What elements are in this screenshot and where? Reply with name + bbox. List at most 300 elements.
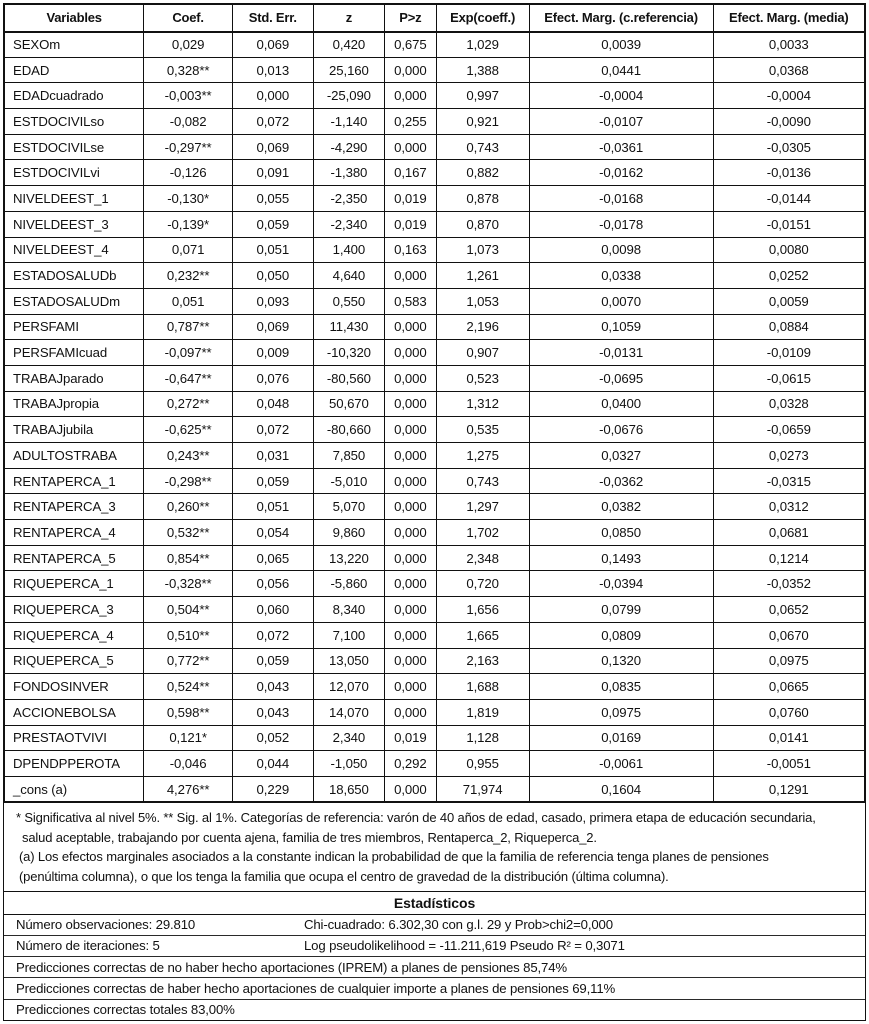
value-cell: 0,0670 — [713, 622, 864, 648]
table-row — [5, 109, 865, 135]
table-row — [5, 776, 865, 802]
stat-text: Predicciones correctas de haber hecho aportaciones de cualquier importe a planes de pensiones 69,11% — [16, 981, 616, 997]
value-cell: -0,0659 — [713, 417, 864, 443]
table-row — [5, 699, 865, 725]
results-table — [4, 4, 865, 803]
value-cell: 0,060 — [232, 597, 313, 623]
value-cell: 0,0681 — [713, 520, 864, 546]
value-cell: 0,167 — [385, 160, 437, 186]
value-cell: 0,059 — [232, 211, 313, 237]
value-cell: -2,350 — [313, 186, 384, 212]
value-cell: 9,860 — [313, 520, 384, 546]
value-cell: -4,290 — [313, 134, 384, 160]
stat-text: Predicciones correctas de no haber hecho aportaciones (IPREM) a planes de pensiones 85,74% — [16, 959, 567, 975]
value-cell: 0,882 — [436, 160, 529, 186]
variable-name: RIQUEPERCA_1 — [5, 571, 144, 597]
value-cell: 0,019 — [385, 211, 437, 237]
variable-name: FONDOSINVER — [5, 674, 144, 700]
stats-row — [4, 956, 865, 977]
value-cell: 0,255 — [385, 109, 437, 135]
value-cell: 0,071 — [144, 237, 233, 263]
value-cell: 0,000 — [385, 674, 437, 700]
value-cell: 0,000 — [385, 648, 437, 674]
value-cell: 0,0059 — [713, 288, 864, 314]
value-cell: -0,0151 — [713, 211, 864, 237]
value-cell: 0,292 — [385, 751, 437, 777]
value-cell: 0,955 — [436, 751, 529, 777]
stats-row — [4, 915, 865, 935]
value-cell: 0,0884 — [713, 314, 864, 340]
value-cell: 1,275 — [436, 443, 529, 469]
value-cell: 0,0400 — [529, 391, 713, 417]
variable-name: _cons (a) — [5, 776, 144, 802]
table-row — [5, 160, 865, 186]
value-cell: 0,072 — [232, 109, 313, 135]
value-cell: 0,0760 — [713, 699, 864, 725]
footnote-line: (a) Los efectos marginales asociados a la constante indican la probabilidad de que la familia de referencia tenga planes de pensiones — [19, 849, 769, 865]
value-cell: 0,0327 — [529, 443, 713, 469]
column-header: P>z — [385, 5, 437, 32]
column-header: Variables — [5, 5, 144, 32]
value-cell: -0,0315 — [713, 468, 864, 494]
value-cell: 0,907 — [436, 340, 529, 366]
value-cell: -0,0615 — [713, 365, 864, 391]
column-header: z — [313, 5, 384, 32]
variable-name: ESTDOCIVILso — [5, 109, 144, 135]
value-cell: 0,0850 — [529, 520, 713, 546]
value-cell: 0,000 — [385, 391, 437, 417]
table-header — [5, 5, 865, 32]
value-cell: 0,069 — [232, 32, 313, 58]
value-cell: 1,819 — [436, 699, 529, 725]
value-cell: 0,0273 — [713, 443, 864, 469]
value-cell: 0,878 — [436, 186, 529, 212]
value-cell: -0,0107 — [529, 109, 713, 135]
table-row — [5, 443, 865, 469]
value-cell: -0,0051 — [713, 751, 864, 777]
value-cell: 0,1493 — [529, 545, 713, 571]
value-cell: -0,0061 — [529, 751, 713, 777]
table-row — [5, 417, 865, 443]
value-cell: -0,0168 — [529, 186, 713, 212]
table-row — [5, 597, 865, 623]
value-cell: 0,524** — [144, 674, 233, 700]
value-cell: 2,163 — [436, 648, 529, 674]
value-cell: -25,090 — [313, 83, 384, 109]
value-cell: 0,059 — [232, 648, 313, 674]
variable-name: ESTADOSALUDb — [5, 263, 144, 289]
value-cell: 0,720 — [436, 571, 529, 597]
table-row — [5, 391, 865, 417]
value-cell: -0,0144 — [713, 186, 864, 212]
value-cell: 0,535 — [436, 417, 529, 443]
value-cell: -0,0305 — [713, 134, 864, 160]
value-cell: 1,073 — [436, 237, 529, 263]
value-cell: 0,328** — [144, 57, 233, 83]
column-header: Std. Err. — [232, 5, 313, 32]
value-cell: -0,0676 — [529, 417, 713, 443]
value-cell: 50,670 — [313, 391, 384, 417]
value-cell: 1,656 — [436, 597, 529, 623]
value-cell: 2,348 — [436, 545, 529, 571]
value-cell: 0,000 — [385, 443, 437, 469]
value-cell: 0,854** — [144, 545, 233, 571]
value-cell: 0,000 — [385, 134, 437, 160]
table-row — [5, 674, 865, 700]
variable-name: RENTAPERCA_3 — [5, 494, 144, 520]
value-cell: -0,0178 — [529, 211, 713, 237]
value-cell: -0,126 — [144, 160, 233, 186]
value-cell: -0,082 — [144, 109, 233, 135]
value-cell: 8,340 — [313, 597, 384, 623]
value-cell: 0,0835 — [529, 674, 713, 700]
stats-row — [4, 935, 865, 956]
value-cell: -1,140 — [313, 109, 384, 135]
value-cell: -0,0136 — [713, 160, 864, 186]
value-cell: 0,056 — [232, 571, 313, 597]
value-cell: 4,640 — [313, 263, 384, 289]
variable-name: ADULTOSTRABA — [5, 443, 144, 469]
value-cell: -5,010 — [313, 468, 384, 494]
value-cell: 1,400 — [313, 237, 384, 263]
value-cell: 0,504** — [144, 597, 233, 623]
value-cell: 0,051 — [232, 237, 313, 263]
variable-name: ESTDOCIVILvi — [5, 160, 144, 186]
value-cell: 13,220 — [313, 545, 384, 571]
value-cell: 0,072 — [232, 622, 313, 648]
value-cell: -0,625** — [144, 417, 233, 443]
value-cell: -2,340 — [313, 211, 384, 237]
value-cell: -0,097** — [144, 340, 233, 366]
value-cell: 0,598** — [144, 699, 233, 725]
stat-text: Predicciones correctas totales 83,00% — [16, 1002, 235, 1018]
table-row — [5, 365, 865, 391]
value-cell: -80,660 — [313, 417, 384, 443]
column-header: Efect. Marg. (media) — [713, 5, 864, 32]
variable-name: PERSFAMI — [5, 314, 144, 340]
value-cell: -0,647** — [144, 365, 233, 391]
table-row — [5, 751, 865, 777]
value-cell: 0,510** — [144, 622, 233, 648]
variable-name: EDAD — [5, 57, 144, 83]
variable-name: RIQUEPERCA_4 — [5, 622, 144, 648]
value-cell: 0,031 — [232, 443, 313, 469]
value-cell: 0,000 — [385, 545, 437, 571]
value-cell: 7,100 — [313, 622, 384, 648]
stats-row — [4, 977, 865, 998]
value-cell: 0,0975 — [529, 699, 713, 725]
value-cell: 0,787** — [144, 314, 233, 340]
value-cell: 0,675 — [385, 32, 437, 58]
variable-name: SEXOm — [5, 32, 144, 58]
footnotes — [4, 803, 865, 891]
table-row — [5, 237, 865, 263]
value-cell: -0,139* — [144, 211, 233, 237]
table-row — [5, 32, 865, 58]
variable-name: RENTAPERCA_5 — [5, 545, 144, 571]
value-cell: 0,260** — [144, 494, 233, 520]
value-cell: 0,0080 — [713, 237, 864, 263]
value-cell: -0,0109 — [713, 340, 864, 366]
variable-name: ESTDOCIVILse — [5, 134, 144, 160]
value-cell: 0,1059 — [529, 314, 713, 340]
variable-name: NIVELDEEST_3 — [5, 211, 144, 237]
table-row — [5, 186, 865, 212]
value-cell: 0,054 — [232, 520, 313, 546]
value-cell: 0,772** — [144, 648, 233, 674]
value-cell: 7,850 — [313, 443, 384, 469]
footnote-line: (penúltima columna), o que los tenga la familia que ocupa el centro de gravedad de la distribución (última columna). — [19, 868, 669, 884]
table-row — [5, 494, 865, 520]
table-row — [5, 288, 865, 314]
table-row — [5, 57, 865, 83]
value-cell: 0,0033 — [713, 32, 864, 58]
value-cell: 0,921 — [436, 109, 529, 135]
value-cell: 0,048 — [232, 391, 313, 417]
value-cell: 11,430 — [313, 314, 384, 340]
value-cell: -0,0394 — [529, 571, 713, 597]
value-cell: -0,0162 — [529, 160, 713, 186]
value-cell: 0,743 — [436, 468, 529, 494]
variable-name: RIQUEPERCA_3 — [5, 597, 144, 623]
value-cell: -0,0004 — [529, 83, 713, 109]
value-cell: 0,000 — [385, 417, 437, 443]
variable-name: PRESTAOTVIVI — [5, 725, 144, 751]
value-cell: 0,0039 — [529, 32, 713, 58]
variable-name: TRABAJjubila — [5, 417, 144, 443]
value-cell: 0,069 — [232, 314, 313, 340]
value-cell: -80,560 — [313, 365, 384, 391]
value-cell: 0,243** — [144, 443, 233, 469]
value-cell: -0,0090 — [713, 109, 864, 135]
value-cell: 0,532** — [144, 520, 233, 546]
value-cell: 13,050 — [313, 648, 384, 674]
value-cell: 0,743 — [436, 134, 529, 160]
value-cell: -5,860 — [313, 571, 384, 597]
stat-text: Número observaciones: 29.810 — [16, 917, 196, 933]
value-cell: 5,070 — [313, 494, 384, 520]
value-cell: 1,388 — [436, 57, 529, 83]
table-row — [5, 725, 865, 751]
value-cell: 0,1291 — [713, 776, 864, 802]
value-cell: -0,0695 — [529, 365, 713, 391]
value-cell: 0,076 — [232, 365, 313, 391]
value-cell: 0,000 — [385, 571, 437, 597]
value-cell: 0,065 — [232, 545, 313, 571]
value-cell: 2,196 — [436, 314, 529, 340]
value-cell: 0,1604 — [529, 776, 713, 802]
value-cell: -1,050 — [313, 751, 384, 777]
value-cell: 0,0665 — [713, 674, 864, 700]
value-cell: 0,051 — [232, 494, 313, 520]
value-cell: 0,000 — [385, 340, 437, 366]
value-cell: 0,000 — [385, 314, 437, 340]
value-cell: 1,261 — [436, 263, 529, 289]
value-cell: 0,0169 — [529, 725, 713, 751]
value-cell: 0,000 — [385, 597, 437, 623]
value-cell: 0,0312 — [713, 494, 864, 520]
table-row — [5, 648, 865, 674]
table-row — [5, 314, 865, 340]
value-cell: 1,128 — [436, 725, 529, 751]
value-cell: 0,0141 — [713, 725, 864, 751]
value-cell: 0,0652 — [713, 597, 864, 623]
variable-name: NIVELDEEST_1 — [5, 186, 144, 212]
variable-name: DPENDPPEROTA — [5, 751, 144, 777]
table-row — [5, 263, 865, 289]
value-cell: -10,320 — [313, 340, 384, 366]
column-header: Exp(coeff.) — [436, 5, 529, 32]
column-header: Coef. — [144, 5, 233, 32]
table-row — [5, 83, 865, 109]
value-cell: 0,052 — [232, 725, 313, 751]
value-cell: 0,000 — [385, 57, 437, 83]
value-cell: 0,093 — [232, 288, 313, 314]
value-cell: 1,688 — [436, 674, 529, 700]
header-row — [5, 5, 865, 32]
value-cell: 0,1320 — [529, 648, 713, 674]
value-cell: 0,0368 — [713, 57, 864, 83]
value-cell: 0,000 — [385, 622, 437, 648]
value-cell: 1,297 — [436, 494, 529, 520]
value-cell: 0,0799 — [529, 597, 713, 623]
value-cell: 0,000 — [385, 468, 437, 494]
value-cell: 0,583 — [385, 288, 437, 314]
value-cell: 0,069 — [232, 134, 313, 160]
table-row — [5, 571, 865, 597]
value-cell: 0,550 — [313, 288, 384, 314]
variable-name: TRABAJpropia — [5, 391, 144, 417]
value-cell: -0,0004 — [713, 83, 864, 109]
value-cell: 0,000 — [385, 699, 437, 725]
value-cell: -0,328** — [144, 571, 233, 597]
column-header: Efect. Marg. (c.referencia) — [529, 5, 713, 32]
variable-name: EDADcuadrado — [5, 83, 144, 109]
value-cell: 0,000 — [385, 263, 437, 289]
table-row — [5, 340, 865, 366]
value-cell: 0,009 — [232, 340, 313, 366]
stats-rows — [4, 915, 865, 1021]
value-cell: 0,000 — [232, 83, 313, 109]
statistics-section-title: Estadísticos — [4, 892, 865, 915]
value-cell: 0,055 — [232, 186, 313, 212]
stat-text: Número de iteraciones: 5 — [16, 938, 160, 954]
table-body — [5, 32, 865, 803]
table-row — [5, 134, 865, 160]
variable-name: ACCIONEBOLSA — [5, 699, 144, 725]
table-row — [5, 520, 865, 546]
value-cell: 71,974 — [436, 776, 529, 802]
value-cell: 0,0382 — [529, 494, 713, 520]
table-row — [5, 545, 865, 571]
value-cell: 1,029 — [436, 32, 529, 58]
table-frame — [3, 3, 866, 1021]
variable-name: NIVELDEEST_4 — [5, 237, 144, 263]
value-cell: 0,1214 — [713, 545, 864, 571]
value-cell: 18,650 — [313, 776, 384, 802]
value-cell: -0,130* — [144, 186, 233, 212]
value-cell: 0,272** — [144, 391, 233, 417]
value-cell: 1,665 — [436, 622, 529, 648]
value-cell: 14,070 — [313, 699, 384, 725]
value-cell: 0,420 — [313, 32, 384, 58]
value-cell: 0,019 — [385, 186, 437, 212]
stat-value: Log pseudolikelihood = -11.211,619 Pseudo R² = 0,3071 — [304, 938, 625, 954]
value-cell: 0,229 — [232, 776, 313, 802]
value-cell: 0,0098 — [529, 237, 713, 263]
value-cell: 0,000 — [385, 365, 437, 391]
value-cell: 0,0328 — [713, 391, 864, 417]
value-cell: -0,0361 — [529, 134, 713, 160]
value-cell: -0,046 — [144, 751, 233, 777]
value-cell: 0,019 — [385, 725, 437, 751]
value-cell: 25,160 — [313, 57, 384, 83]
value-cell: 0,059 — [232, 468, 313, 494]
table-row — [5, 468, 865, 494]
value-cell: 0,029 — [144, 32, 233, 58]
value-cell: -0,0131 — [529, 340, 713, 366]
value-cell: 12,070 — [313, 674, 384, 700]
value-cell: 0,163 — [385, 237, 437, 263]
value-cell: 0,870 — [436, 211, 529, 237]
value-cell: 0,044 — [232, 751, 313, 777]
table-row — [5, 211, 865, 237]
variable-name: ESTADOSALUDm — [5, 288, 144, 314]
table-row — [5, 622, 865, 648]
variable-name: RENTAPERCA_4 — [5, 520, 144, 546]
value-cell: -1,380 — [313, 160, 384, 186]
value-cell: 0,013 — [232, 57, 313, 83]
value-cell: 0,997 — [436, 83, 529, 109]
value-cell: 0,0252 — [713, 263, 864, 289]
value-cell: -0,0362 — [529, 468, 713, 494]
value-cell: -0,298** — [144, 468, 233, 494]
value-cell: 0,043 — [232, 699, 313, 725]
variable-name: PERSFAMIcuad — [5, 340, 144, 366]
value-cell: 0,232** — [144, 263, 233, 289]
value-cell: 0,0809 — [529, 622, 713, 648]
value-cell: 1,702 — [436, 520, 529, 546]
value-cell: 0,000 — [385, 776, 437, 802]
value-cell: 0,523 — [436, 365, 529, 391]
value-cell: 0,0338 — [529, 263, 713, 289]
value-cell: 0,000 — [385, 520, 437, 546]
value-cell: 0,121* — [144, 725, 233, 751]
value-cell: 0,0441 — [529, 57, 713, 83]
value-cell: 0,000 — [385, 494, 437, 520]
value-cell: 0,000 — [385, 83, 437, 109]
value-cell: -0,297** — [144, 134, 233, 160]
value-cell: -0,003** — [144, 83, 233, 109]
footnote-line: * Significativa al nivel 5%. ** Sig. al 1%. Categorías de referencia: varón de 40 años de edad, casado, primera etapa de educación secundaria, — [16, 810, 816, 826]
value-cell: 1,312 — [436, 391, 529, 417]
variable-name: RIQUEPERCA_5 — [5, 648, 144, 674]
stat-value: Chi-cuadrado: 6.302,30 con g.l. 29 y Prob>chi2=0,000 — [304, 917, 613, 933]
value-cell: 0,0975 — [713, 648, 864, 674]
value-cell: 1,053 — [436, 288, 529, 314]
value-cell: 0,091 — [232, 160, 313, 186]
stats-row — [4, 999, 865, 1020]
variable-name: RENTAPERCA_1 — [5, 468, 144, 494]
variable-name: TRABAJparado — [5, 365, 144, 391]
footnote-line: salud aceptable, trabajando por cuenta ajena, familia de tres miembros, Rentaperca_2, Riqueperca_2. — [22, 829, 597, 845]
value-cell: 0,050 — [232, 263, 313, 289]
value-cell: 0,072 — [232, 417, 313, 443]
value-cell: 0,051 — [144, 288, 233, 314]
value-cell: -0,0352 — [713, 571, 864, 597]
value-cell: 0,043 — [232, 674, 313, 700]
value-cell: 4,276** — [144, 776, 233, 802]
